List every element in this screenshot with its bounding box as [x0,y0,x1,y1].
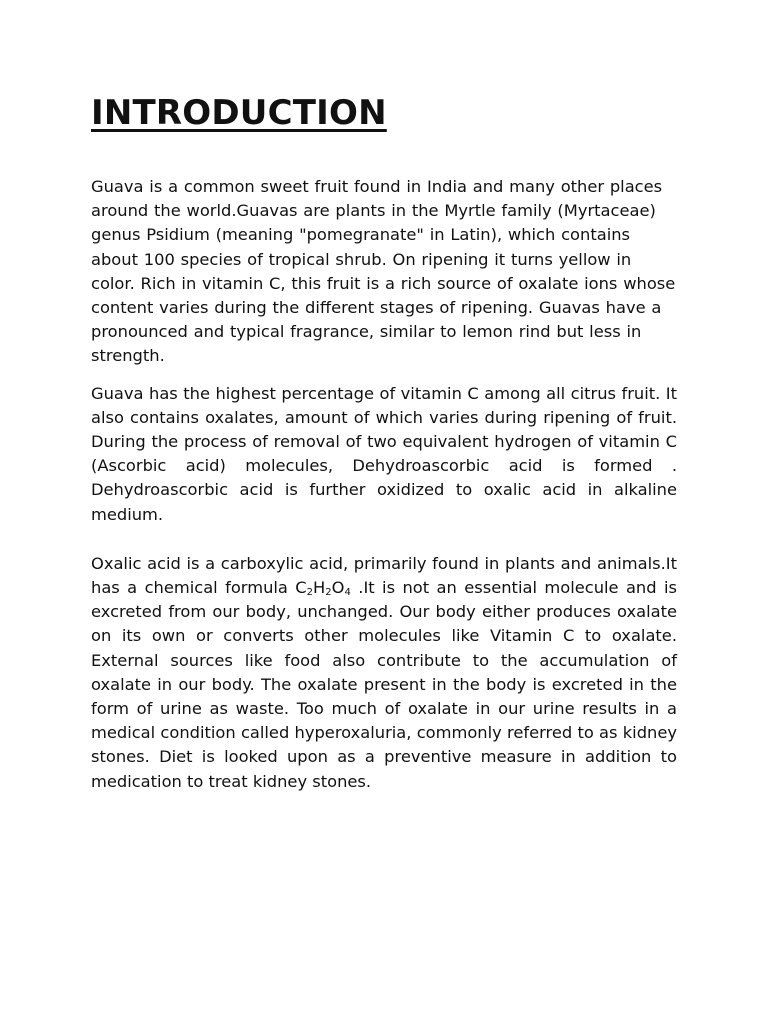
oxalic-acid-text-part-1: Oxalic acid is a carboxylic acid, primarily found in plants and animals.It has a chemical formula [91,553,677,598]
document-page [91,88,677,794]
paragraph-guava-intro: Guava is a common sweet fruit found in India and many other places around the world.Guavas are plants in the Myrtle family (Myrtaceae) genus Psidium (meaning "pomegranate" in Latin), which contains about 100 species of tropical shrub. On ripening it turns yellow in color. Rich in vitamin C, this fruit is a rich source of oxalate ions whose content varies during the different stages of ripening. Guavas have a pronounced and typical fragrance, similar to lemon rind but less in strength. [91,177,676,366]
paragraph-oxalic-acid [91,552,677,794]
page-title: INTRODUCTION [91,93,387,133]
oxalic-acid-text-part-2: .It is not an essential molecule and is excreted from our body, unchanged. Our body either produces oxalate on its own or converts other molecules like Vitamin C to oxalate. External sources like food also contribute to the accumulation of oxalate in our body. The oxalate present in the body is excreted in the form of urine as waste. Too much of oxalate in our urine results in a medical condition called hyperoxaluria, commonly referred to as kidney stones. Diet is looked upon as a preventive measure in addition to medication to treat kidney stones. [91,578,678,791]
chemical-formula: $C_2H_2O_4$ [295,578,351,599]
paragraph-vitamin-c: Guava has the highest percentage of vitamin C among all citrus fruit. It also contains oxalates, amount of which varies during ripening of fruit. During the process of removal of two equivalent hydrogen of vitamin C (Ascorbic acid) molecules, Dehydroascorbic acid is formed . Dehydroascorbic acid is further oxidized to oxalic acid in alkaline medium. [91,383,677,524]
